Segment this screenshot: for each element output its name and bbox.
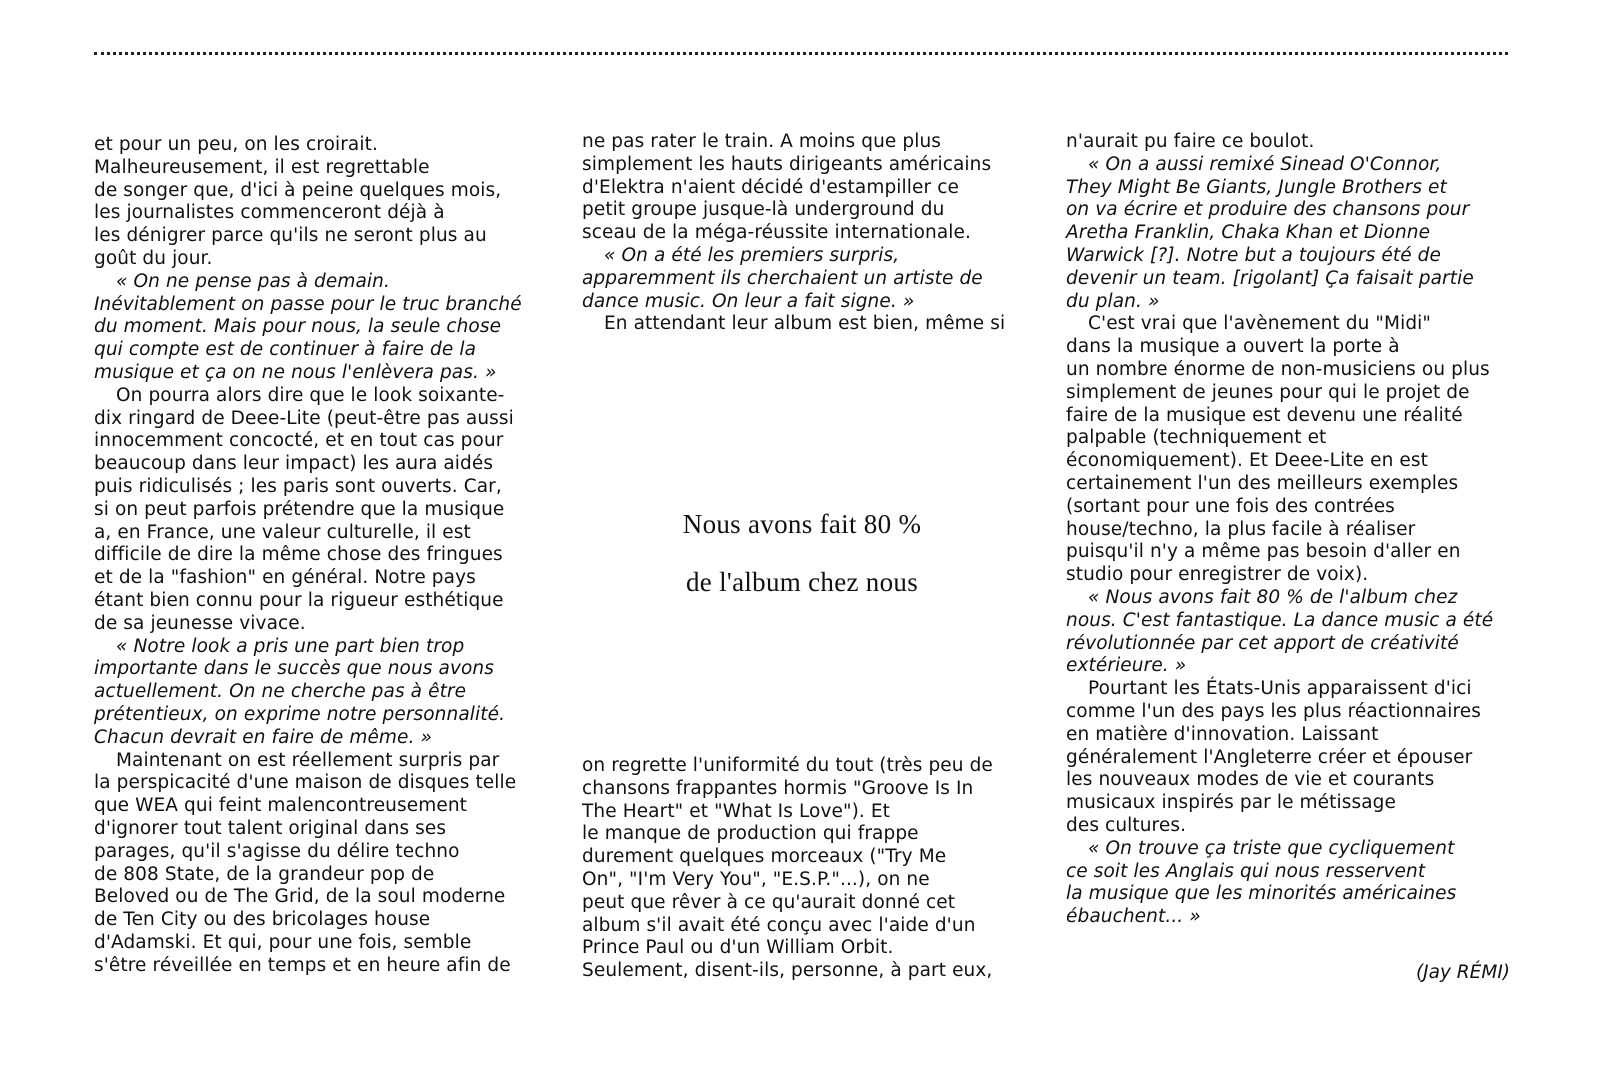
text-line: simplement de jeunes pour qui le projet de bbox=[1066, 381, 1470, 403]
text-line: devenir un team. [rigolant] Ça faisait partie bbox=[1066, 267, 1474, 289]
text-line: goût du jour. bbox=[94, 247, 213, 269]
text-line: extérieure. » bbox=[1066, 655, 1187, 677]
text-line: The Heart" et "What Is Love"). Et bbox=[582, 800, 891, 822]
text-line: la musique que les minorités américaines bbox=[1066, 883, 1457, 905]
text-line: sceau de la méga-réussite internationale. bbox=[582, 222, 972, 244]
text-line: durement quelques morceaux ("Try Me bbox=[582, 846, 947, 868]
text-line: musicaux inspirés par le métissage bbox=[1066, 792, 1396, 814]
text-line: chansons frappantes hormis "Groove Is In bbox=[582, 777, 974, 799]
text-line: puis ridiculisés ; les paris sont ouverts. Car, bbox=[94, 475, 502, 497]
text-line: les dénigrer parce qu'ils ne seront plus au bbox=[94, 225, 487, 247]
text-column-2-top bbox=[582, 131, 1022, 336]
text-line: nous. C'est fantastique. La dance music a été bbox=[1066, 609, 1494, 631]
text-line: Beloved ou de The Grid, de la soul moderne bbox=[94, 886, 506, 908]
text-line: musique et ça on ne nous l'enlèvera pas. » bbox=[94, 361, 497, 383]
text-line: Warwick [?]. Notre but a toujours été de bbox=[1066, 244, 1442, 266]
text-line: on regrette l'uniformité du tout (très peu de bbox=[582, 755, 993, 776]
text-line: En attendant leur album est bien, même si bbox=[604, 313, 1006, 335]
text-line: Malheureusement, il est regrettable bbox=[94, 156, 430, 178]
text-column-1 bbox=[94, 134, 544, 977]
text-line: de Ten City ou des bricolages house bbox=[94, 909, 431, 931]
text-line: « Nous avons fait 80 % de l'album chez bbox=[1088, 586, 1458, 608]
text-line: puisqu'il n'y a même pas besoin d'aller en bbox=[1066, 541, 1461, 563]
text-line: ne pas rater le train. A moins que plus bbox=[582, 131, 942, 152]
text-line: les nouveaux modes de vie et courants bbox=[1066, 769, 1435, 791]
text-line: s'être réveillée en temps et en heure afin de bbox=[94, 954, 511, 976]
text-line: généralement l'Angleterre créer et épouser bbox=[1066, 746, 1473, 768]
text-line: d'Adamski. Et qui, pour une fois, semble bbox=[94, 931, 472, 953]
text-line: de 808 State, de la grandeur pop de bbox=[94, 863, 435, 885]
text-line: « On trouve ça triste que cycliquement bbox=[1088, 837, 1455, 859]
text-line: n'aurait pu faire ce boulot. bbox=[1066, 131, 1315, 152]
text-line: On", "I'm Very You", "E.S.P."...), on ne bbox=[582, 868, 930, 890]
text-line: du moment. Mais pour nous, la seule chose bbox=[94, 316, 502, 338]
text-line: They Might Be Giants, Jungle Brothers et bbox=[1066, 176, 1447, 198]
text-column-3 bbox=[1066, 131, 1516, 929]
text-line: dance music. On leur a fait signe. » bbox=[582, 290, 915, 312]
text-line: on va écrire et produire des chansons pour bbox=[1066, 199, 1470, 221]
text-line: dans la musique a ouvert la porte à bbox=[1066, 336, 1400, 358]
text-line: la perspicacité d'une maison de disques telle bbox=[94, 772, 517, 794]
text-line: un nombre énorme de non-musiciens ou plus bbox=[1066, 358, 1490, 380]
text-line: simplement les hauts dirigeants américains bbox=[582, 153, 992, 175]
text-line: Inévitablement on passe pour le truc branché bbox=[94, 293, 522, 315]
text-line: beaucoup dans leur impact) les aura aidés bbox=[94, 453, 494, 475]
text-line: et pour un peu, on les croirait. bbox=[94, 134, 378, 155]
text-line: d'Elektra n'aient décidé d'estampiller ce bbox=[582, 176, 959, 198]
text-line: « Notre look a pris une part bien trop bbox=[116, 635, 465, 657]
text-line: Chacun devrait en faire de même. » bbox=[94, 726, 433, 748]
text-line: économiquement). Et Deee-Lite en est bbox=[1066, 450, 1429, 472]
text-line: certainement l'un des meilleurs exemples bbox=[1066, 472, 1459, 494]
dotted-rule bbox=[94, 52, 1508, 61]
text-line: révolutionnée par cet apport de créativité bbox=[1066, 632, 1459, 654]
text-line: (sortant pour une fois des contrées bbox=[1066, 495, 1395, 517]
text-line: comme l'un des pays les plus réactionnaires bbox=[1066, 700, 1481, 722]
text-line: C'est vrai que l'avènement du "Midi" bbox=[1088, 313, 1432, 335]
text-line: dix ringard de Deee-Lite (peut-être pas aussi bbox=[94, 407, 514, 429]
text-line: et de la "fashion" en général. Notre pays bbox=[94, 567, 476, 589]
text-line: Aretha Franklin, Chaka Khan et Dionne bbox=[1066, 222, 1431, 244]
text-line: « On a aussi remixé Sinead O'Connor, bbox=[1088, 153, 1442, 175]
text-line: que WEA qui feint malencontreusement bbox=[94, 795, 468, 817]
text-line: On pourra alors dire que le look soixante- bbox=[116, 384, 505, 406]
text-line: importante dans le succès que nous avons bbox=[94, 658, 494, 680]
author-signature: (Jay RÉMI) bbox=[1415, 962, 1510, 983]
text-line: peut que rêver à ce qu'aurait donné cet bbox=[582, 891, 956, 913]
text-line: innocemment concocté, et en tout cas pour bbox=[94, 430, 504, 452]
text-line: d'ignorer tout talent original dans ses bbox=[94, 817, 447, 839]
text-line: Seulement, disent-ils, personne, à part eux, bbox=[582, 960, 993, 982]
text-line: album s'il avait été conçu avec l'aide d'un bbox=[582, 914, 976, 936]
text-line: Maintenant on est réellement surpris par bbox=[116, 749, 500, 771]
text-line: ce soit les Anglais qui nous resservent bbox=[1066, 860, 1426, 882]
text-line: parages, qu'il s'agisse du délire techno bbox=[94, 840, 460, 862]
text-line: en matière d'innovation. Laissant bbox=[1066, 723, 1379, 745]
text-line: palpable (techniquement et bbox=[1066, 427, 1327, 449]
text-line: ébauchent... » bbox=[1066, 906, 1201, 928]
text-line: Pourtant les États-Unis apparaissent d'ici bbox=[1088, 678, 1472, 700]
text-line: house/techno, la plus facile à réaliser bbox=[1066, 518, 1416, 540]
text-line: apparemment ils cherchaient un artiste de bbox=[582, 267, 983, 289]
text-line: de songer que, d'ici à peine quelques mois, bbox=[94, 179, 502, 201]
text-line: faire de la musique est devenu une réalité bbox=[1066, 404, 1463, 426]
text-line: qui compte est de continuer à faire de la bbox=[94, 339, 477, 361]
pull-quote-line-1: Nous avons fait 80 % bbox=[682, 509, 922, 539]
text-line: « On a été les premiers surpris, bbox=[604, 244, 900, 266]
text-line: des cultures. bbox=[1066, 814, 1187, 836]
text-column-2-bottom bbox=[582, 755, 1022, 983]
text-line: studio pour enregistrer de voix). bbox=[1066, 564, 1369, 586]
text-line: les journalistes commenceront déjà à bbox=[94, 202, 445, 224]
text-line: petit groupe jusque-là underground du bbox=[582, 199, 945, 221]
pull-quote-line-2: de l'album chez nous bbox=[685, 567, 919, 597]
text-line: a, en France, une valeur culturelle, il est bbox=[94, 521, 471, 543]
text-line: actuellement. On ne cherche pas à être bbox=[94, 681, 467, 703]
text-line: difficile de dire la même chose des fringues bbox=[94, 544, 503, 566]
text-line: si on peut parfois prétendre que la musique bbox=[94, 498, 505, 520]
text-line: étant bien connu pour la rigueur esthétique bbox=[94, 589, 504, 611]
text-line: le manque de production qui frappe bbox=[582, 823, 919, 845]
text-line: prétentieux, on exprime notre personnalité. bbox=[94, 703, 506, 725]
pull-quote bbox=[582, 495, 1022, 611]
text-line: de sa jeunesse vivace. bbox=[94, 612, 306, 634]
text-line: « On ne pense pas à demain. bbox=[116, 270, 390, 292]
text-line: Prince Paul ou d'un William Orbit. bbox=[582, 937, 894, 959]
text-line: du plan. » bbox=[1066, 290, 1160, 312]
